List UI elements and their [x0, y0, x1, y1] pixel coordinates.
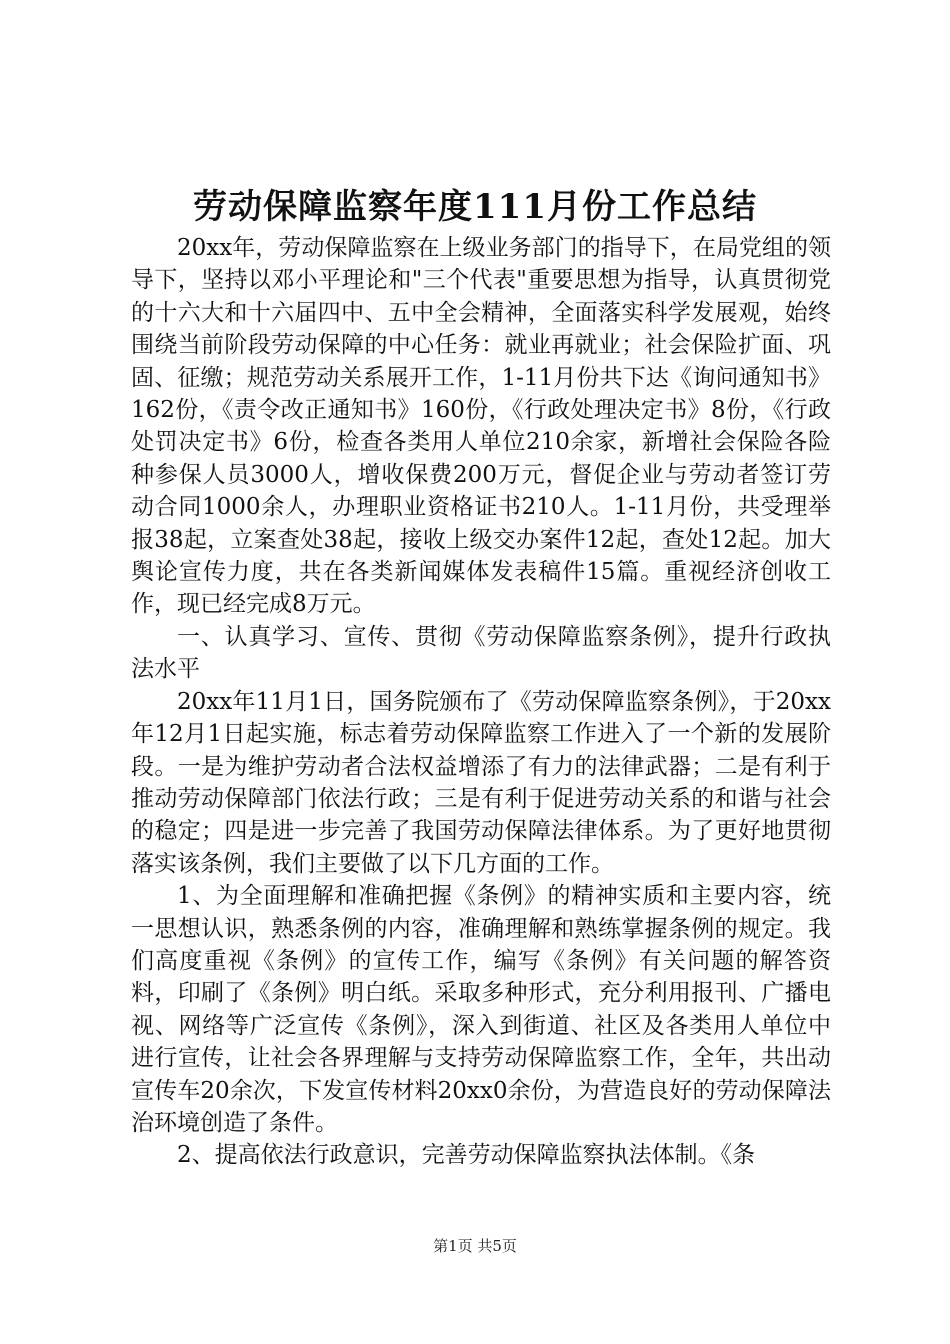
document-title: 劳动保障监察年度111月份工作总结 — [193, 187, 757, 227]
paragraph-item-2: 2、提高依法行政意识，完善劳动保障监察执法体制。《条 — [177, 1142, 756, 1169]
page-footer: 第1页 共5页 — [433, 1237, 517, 1255]
paragraph-regulation: 20xx年11月1日，国务院颁布了《劳动保障监察条例》，于20xx年12月1日起实施，标志着劳动保障监察工作进入了一个新的发展阶段。一是为维护劳动者合法权益增添了有力的法律武器；二是有利于推动劳动保障部门依法行政；三是有利于促进劳动关系的和谐与社会的稳定；四是进一步完善了我国劳动保障法律体系。为了更好地贯彻落实该条例，我们主要做了以下几方面的工作。 — [131, 688, 831, 877]
paragraph-intro: 20xx年，劳动保障监察在上级业务部门的指导下，在局党组的领导下，坚持以邓小平理论和"三个代表"重要思想为指导，认真贯彻党的十六大和十六届四中、五中全会精神，全面落实科学发展观，始终围绕当前阶段劳动保障的中心任务：就业再就业；社会保险扩面、巩固、征缴；规范劳动关系展开工作，1-11月份共下达《询问通知书》162份，《责令改正通知书》160份，《行政处理决定书》8份，《行政处罚决定书》6份，检查各类用人单位210余家，新增社会保险各险种参保人员3000人，增收保费200万元，督促企业与劳动者签订劳动合同1000余人，办理职业资格证书210人。1-11月份，共受理举报38起，立案查处38起，接收上级交办案件12起，查处12起。加大舆论宣传力度，共在各类新闻媒体发表稿件15篇。重视经济创收工作，现已经完成8万元。 — [131, 235, 831, 618]
paragraph-item-1: 1、为全面理解和准确把握《条例》的精神实质和主要内容，统一思想认识，熟悉条例的内容，准确理解和熟练掌握条例的规定。我们高度重视《条例》的宣传工作，编写《条例》有关问题的解答资料，印刷了《条例》明白纸。采取多种形式，充分利用报刊、广播电视、网络等广泛宣传《条例》，深入到街道、社区及各类用人单位中进行宣传，让社会各界理解与支持劳动保障监察工作，全年，共出动宣传车20余次，下发宣传材料20xx0余份，为营造良好的劳动保障法治环境创造了条件。 — [131, 883, 831, 1136]
section-heading-1: 一、认真学习、宣传、贯彻《劳动保障监察条例》，提升行政执法水平 — [131, 623, 831, 683]
document-body — [131, 232, 831, 1172]
